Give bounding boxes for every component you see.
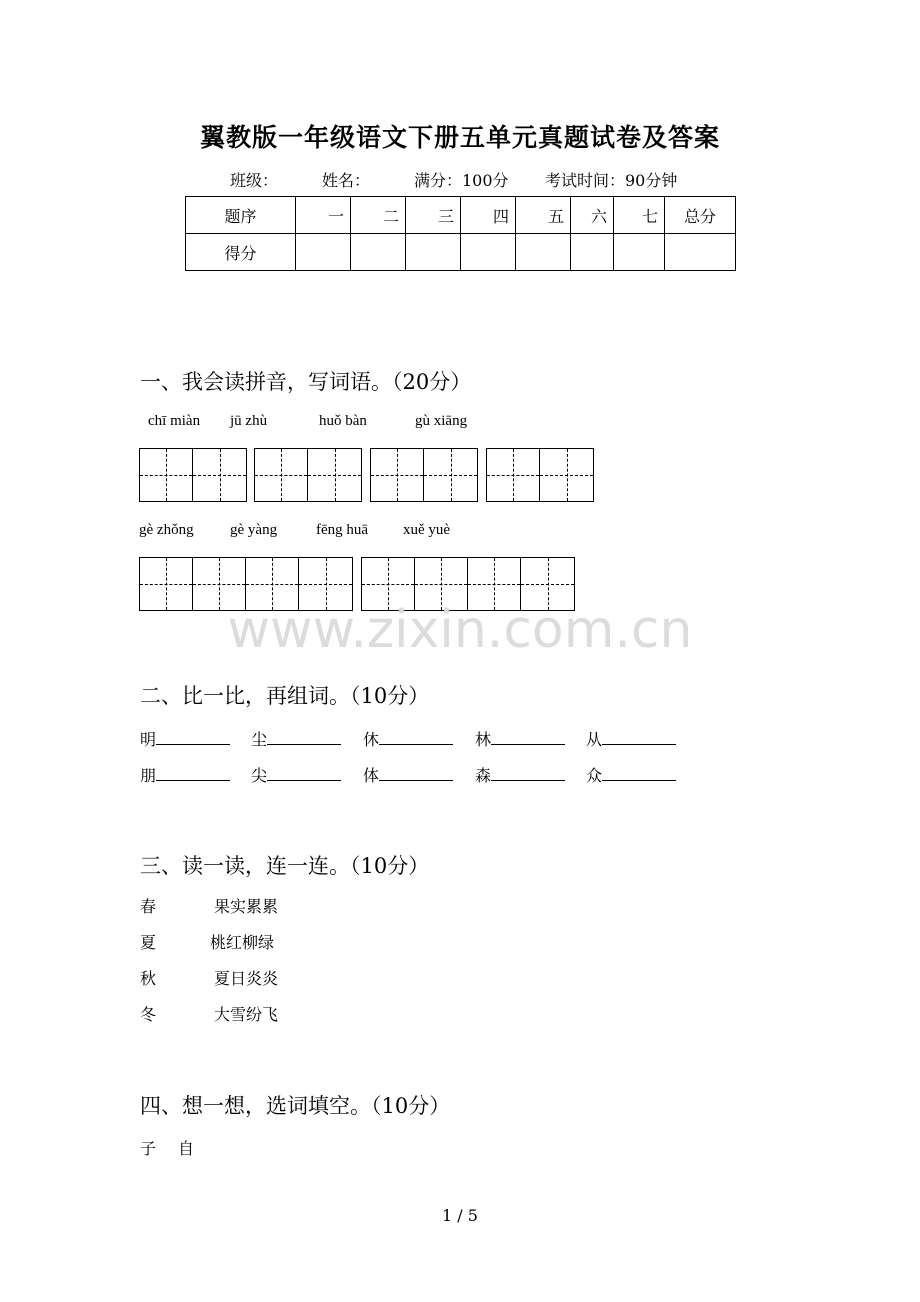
writing-grid[interactable]	[254, 448, 362, 502]
score-input-cell[interactable]	[351, 234, 406, 271]
tianzi-cell[interactable]	[308, 449, 361, 501]
char-label: 体	[363, 766, 380, 785]
choice-char: 子	[140, 1139, 157, 1158]
section1-heading: 一、我会读拼音，写词语。（20分）	[140, 370, 472, 394]
answer-blank[interactable]	[491, 731, 565, 745]
tianzi-cell[interactable]	[371, 449, 424, 501]
pinyin-label: jū zhù	[230, 413, 268, 429]
choice-char: 自	[178, 1139, 195, 1158]
answer-blank[interactable]	[379, 767, 453, 781]
season-label[interactable]: 春	[140, 897, 157, 916]
season-label[interactable]: 夏	[140, 933, 157, 952]
season-label[interactable]: 秋	[140, 969, 157, 988]
answer-blank[interactable]	[267, 767, 341, 781]
answer-blank[interactable]	[156, 731, 230, 745]
char-label: 休	[363, 730, 380, 749]
score-table	[185, 196, 736, 271]
score-header-cell: 四	[461, 197, 516, 234]
exam-time: 考试时间：90分钟	[545, 171, 678, 190]
char-label: 森	[475, 766, 492, 785]
char-label: 朋	[140, 766, 157, 785]
writing-grid[interactable]	[486, 448, 594, 502]
tianzi-cell[interactable]	[424, 449, 477, 501]
word-pair-item[interactable]	[251, 727, 341, 750]
section3-heading: 三、读一读，连一连。（10分）	[140, 854, 430, 878]
word-pair-item[interactable]	[363, 763, 453, 786]
section2-heading: 二、比一比，再组词。（10分）	[140, 684, 430, 708]
score-input-cell[interactable]	[665, 234, 736, 271]
tianzi-cell[interactable]	[255, 449, 308, 501]
pinyin-label: chī miàn	[148, 413, 201, 429]
word-pair-item[interactable]	[475, 727, 565, 750]
word-pair-item[interactable]	[140, 727, 230, 750]
score-row-label: 得分	[186, 234, 296, 271]
class-label: 班级：	[230, 171, 279, 190]
phrase-label[interactable]: 大雪纷飞	[214, 1005, 279, 1024]
writing-grid[interactable]	[370, 448, 478, 502]
score-header-cell: 一	[296, 197, 351, 234]
pinyin-label: xuě yuè	[403, 522, 451, 538]
pinyin-label: fēng huā	[316, 522, 369, 538]
answer-blank[interactable]	[602, 731, 676, 745]
score-table-header-row	[186, 197, 736, 234]
answer-blank[interactable]	[379, 731, 453, 745]
season-label[interactable]: 冬	[140, 1005, 157, 1024]
tianzi-cell[interactable]	[140, 449, 193, 501]
score-input-cell[interactable]	[571, 234, 614, 271]
section4-heading: 四、想一想，选词填空。（10分）	[140, 1094, 451, 1118]
char-label: 林	[475, 730, 492, 749]
word-pair-item[interactable]	[363, 727, 453, 750]
score-header-cell: 七	[614, 197, 665, 234]
phrase-label[interactable]: 桃红柳绿	[210, 933, 275, 952]
page-number: 1 / 5	[442, 1206, 478, 1225]
score-header-cell: 题序	[186, 197, 296, 234]
phrase-label[interactable]: 夏日炎炎	[214, 969, 279, 988]
name-label: 姓名：	[322, 171, 371, 190]
word-pair-item[interactable]	[586, 727, 676, 750]
word-pair-item[interactable]	[586, 763, 676, 786]
score-header-cell: 三	[406, 197, 461, 234]
score-input-cell[interactable]	[614, 234, 665, 271]
score-input-cell[interactable]	[296, 234, 351, 271]
score-input-cell[interactable]	[516, 234, 571, 271]
full-score: 满分：100分	[414, 171, 509, 190]
watermark: www.zixin.com.cn	[227, 600, 693, 660]
char-label: 尖	[251, 766, 268, 785]
score-header-cell: 二	[351, 197, 406, 234]
answer-blank[interactable]	[602, 767, 676, 781]
page-title: 翼教版一年级语文下册五单元真题试卷及答案	[199, 123, 720, 152]
answer-blank[interactable]	[156, 767, 230, 781]
score-input-cell[interactable]	[406, 234, 461, 271]
score-header-cell: 五	[516, 197, 571, 234]
char-label: 众	[586, 766, 603, 785]
answer-blank[interactable]	[267, 731, 341, 745]
score-table-row	[186, 234, 736, 271]
word-pair-item[interactable]	[140, 763, 230, 786]
word-pair-item[interactable]	[475, 763, 565, 786]
char-label: 明	[140, 730, 157, 749]
char-label: 尘	[251, 730, 268, 749]
word-pair-item[interactable]	[251, 763, 341, 786]
score-header-cell: 六	[571, 197, 614, 234]
writing-grid[interactable]	[139, 448, 247, 502]
score-input-cell[interactable]	[461, 234, 516, 271]
phrase-label[interactable]: 果实累累	[214, 897, 279, 916]
char-label: 从	[586, 730, 603, 749]
pinyin-label: gè yàng	[230, 522, 278, 538]
answer-blank[interactable]	[491, 767, 565, 781]
tianzi-cell[interactable]	[540, 449, 593, 501]
pinyin-label: gè zhǒng	[139, 522, 194, 538]
score-header-cell: 总分	[665, 197, 736, 234]
tianzi-cell[interactable]	[193, 449, 246, 501]
pinyin-label: gù xiāng	[415, 413, 468, 429]
tianzi-cell[interactable]	[487, 449, 540, 501]
pinyin-label: huǒ bàn	[319, 413, 367, 429]
